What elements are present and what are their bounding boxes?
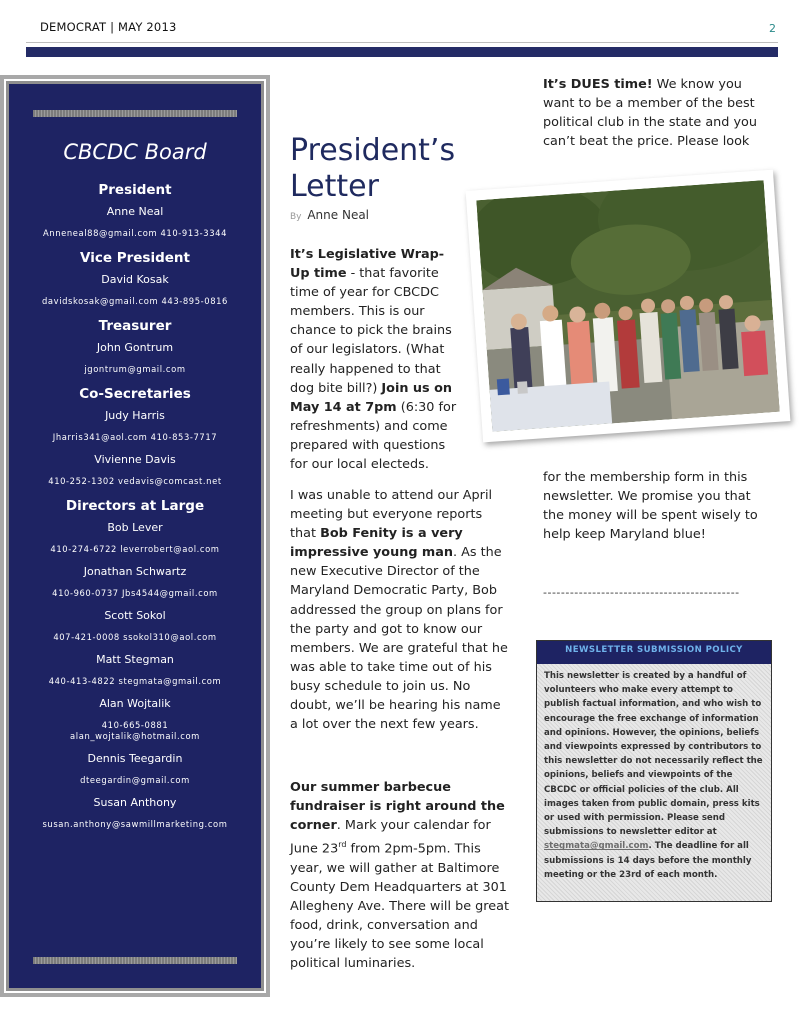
dues-paragraph-bottom: for the membership form in this newsletter. We promise you that the money will be spent wisely to help keep Maryland blue! [543,470,758,543]
board-role-heading: Co-Secretaries [79,386,191,402]
board-member-name: Jonathan Schwartz [83,565,187,578]
header-rule [26,47,778,57]
author-name: Anne Neal [307,208,370,222]
board-member-contact: 410-665-0881 alan_wojtalik@hotmail.com [70,720,200,741]
board-panel [9,84,261,988]
divider-dashes: -------------------------------------------- [543,586,740,599]
crowd-photo-illustration [476,180,779,432]
board-member-contact: susan.anthony@sawmillmarketing.com [42,819,228,829]
board-member-contact: dteegardin@gmail.com [80,775,190,785]
board-member-contact: 407-421-0008 ssokol310@aol.com [53,632,217,642]
paragraph-barbecue: Our summer barbecue fundraiser is right around the corner. Mark your calendar for June 23rd from 2pm-5pm. This year, we will gather at Baltimore County Dem Headquarters at 301 Allegheny Ave. There will be great food, drink, conversation and you’re likely to see some local political luminaries. [290,780,510,972]
paragraph-wrap-up: It’s Legislative Wrap-Up time - that favorite time of year for CBCDC members. This is our chance to pick the brains of our legislators. (What really happened to that dog bite bill?) Join us on May 14 at 7pm (6:30 for refreshments) and come prepared with questions for our local electeds. [290,247,457,473]
board-member-contact: 440-413-4822 stegmata@gmail.com [48,676,222,686]
board-member-name: Vivienne Davis [94,453,176,466]
paragraph-april-meeting: I was unable to attend our April meeting but everyone reports that Bob Fenity is a very impressive young man. As the new Executive Director of the Maryland Democratic Party, Bob addressed the group on plans for the party and got to know our members. We are grateful that he was able to take time out of his busy schedule to join us. No doubt, we’ll be hearing his name a lot over the next few years. [290,488,508,733]
board-member-contact: 410-252-1302 vedavis@comcast.net [48,476,222,486]
board-sidebar [0,75,270,997]
board-list [9,178,261,840]
board-member-contact: jgontrum@gmail.com [84,364,186,374]
board-member-name: Bob Lever [107,521,163,534]
board-member-contact: Anneneal88@gmail.com 410-913-3344 [42,228,228,238]
board-role-heading: Directors at Large [65,498,205,514]
board-title: CBCDC Board [63,140,207,164]
board-member-name: Alan Wojtalik [99,697,171,710]
header-thin-rule [26,42,778,43]
board-member-name: Judy Harris [105,409,165,422]
dues-paragraph-top: It’s DUES time! We know you want to be a member of the best political club in the state and you can’t beat the price. Please look [543,77,757,150]
board-member-name: Dennis Teegardin [87,752,183,765]
newsletter-header: DEMOCRAT | MAY 2013 [40,20,177,34]
board-role-heading: President [98,182,172,198]
page-number: 2 [769,22,776,35]
sidebar-top-ornament [33,110,237,117]
editor-email-link[interactable]: stegmata@gmail.com [544,841,649,852]
board-member-name: Anne Neal [106,205,164,218]
byline: By Anne Neal [290,208,370,222]
board-member-contact: 410-960-0737 Jbs4544@gmail.com [52,588,218,598]
article-title: President’s Letter [290,133,456,204]
event-photo [466,170,791,443]
board-member-name: John Gontrum [96,341,174,354]
board-member-name: David Kosak [101,273,169,286]
board-member-contact: davidskosak@gmail.com 443-895-0816 [41,296,228,306]
board-member-name: Scott Sokol [104,609,166,622]
board-role-heading: Vice President [80,250,190,266]
policy-heading: NEWSLETTER SUBMISSION POLICY [537,641,771,664]
board-member-name: Susan Anthony [93,796,177,809]
board-role-heading: Treasurer [98,318,172,334]
policy-text: This newsletter is created by a handful of volunteers who make every attempt to publish factual information, and who wish to encourage the free exchange of information and opinions. However, the opinions, beliefs and viewpoints expressed by contributors to this newsletter do not necessarily reflect the opinions, beliefs and viewpoints of the CBCDC or official policies of the club. All images taken from public domain, press kits or used with permission. Please send submissions to newsletter editor at stegmata@gmail.com. The deadline for all submissions is 14 days before the monthly meeting or the 23rd of each month. [544,671,763,880]
board-member-contact: 410-274-6722 leverrobert@aol.com [50,544,220,554]
submission-policy-box [536,640,772,902]
board-member-contact: Jharris341@aol.com 410-853-7717 [52,432,218,442]
sidebar-bottom-ornament [33,957,237,964]
board-member-name: Matt Stegman [96,653,174,666]
